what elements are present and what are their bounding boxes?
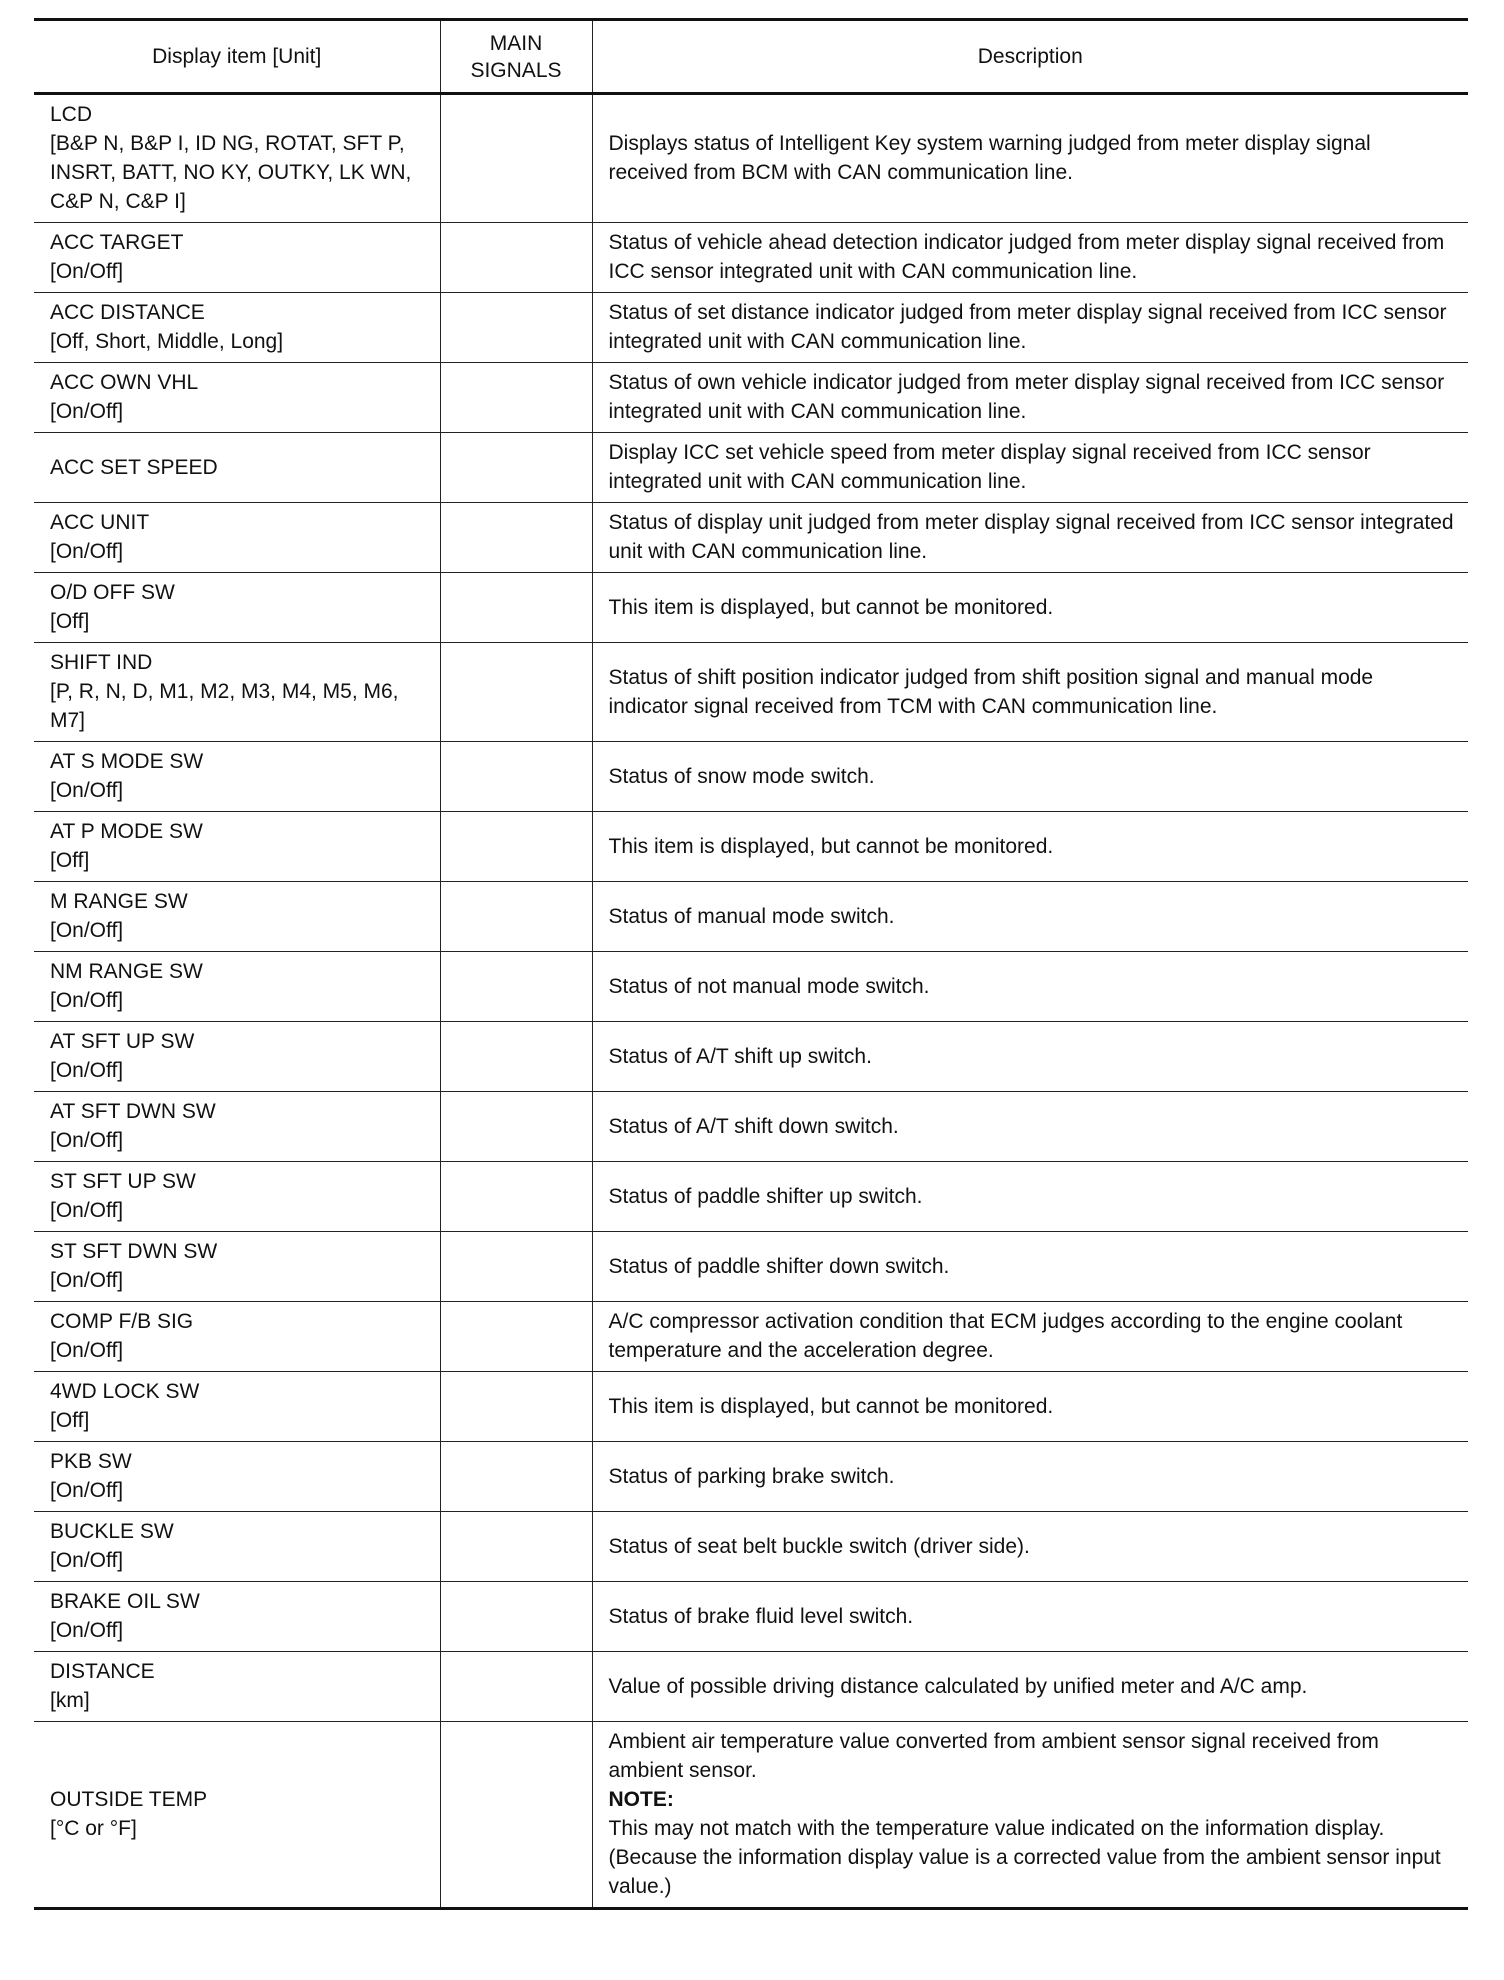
main-signals-cell <box>440 643 592 742</box>
display-item-name: ACC OWN VHL <box>50 371 199 394</box>
display-item-unit: [B&P N, B&P I, ID NG, ROTAT, SFT P, INSRT, BATT, NO KY, OUTKY, LK WN, C&P N, C&P I] <box>50 132 412 213</box>
main-signals-cell <box>440 433 592 503</box>
main-signals-cell <box>440 1372 592 1442</box>
table-row <box>34 1232 1468 1302</box>
display-item-name: OUTSIDE TEMP <box>50 1788 208 1811</box>
description-cell <box>592 503 1468 573</box>
description-cell <box>592 952 1468 1022</box>
display-item-unit: [Off] <box>50 610 90 633</box>
description-text: Status of snow mode switch. <box>608 764 875 788</box>
main-signals-cell <box>440 573 592 643</box>
description-cell <box>592 1162 1468 1232</box>
table-row <box>34 1582 1468 1652</box>
display-item-name: LCD <box>50 103 93 126</box>
main-signals-cell <box>440 293 592 363</box>
description-cell <box>592 1092 1468 1162</box>
description-cell <box>592 293 1468 363</box>
main-signals-cell <box>440 223 592 293</box>
description-cell <box>592 1442 1468 1512</box>
main-signals-cell <box>440 363 592 433</box>
display-item-cell <box>34 223 440 293</box>
display-item-unit: [Off] <box>50 1409 90 1432</box>
display-item-name: ST SFT DWN SW <box>50 1240 218 1263</box>
display-item-unit: [P, R, N, D, M1, M2, M3, M4, M5, M6, M7] <box>50 680 399 732</box>
header-main-signals-line1: MAIN <box>489 31 543 55</box>
display-item-cell <box>34 433 440 503</box>
display-item-unit: [On/Off] <box>50 1269 124 1292</box>
display-item-name: PKB SW <box>50 1450 132 1473</box>
table-row <box>34 1652 1468 1722</box>
description-text: Status of seat belt buckle switch (driver side). <box>608 1534 1030 1558</box>
display-item-cell <box>34 1092 440 1162</box>
table-row <box>34 812 1468 882</box>
display-item-unit: [On/Off] <box>50 260 124 283</box>
description-text: Status of A/T shift down switch. <box>608 1114 899 1138</box>
display-item-unit: [On/Off] <box>50 1479 124 1502</box>
main-signals-cell <box>440 742 592 812</box>
display-item-cell <box>34 503 440 573</box>
display-item-cell <box>34 643 440 742</box>
table-row <box>34 882 1468 952</box>
main-signals-cell <box>440 1022 592 1092</box>
display-item-cell <box>34 812 440 882</box>
description-cell <box>592 1302 1468 1372</box>
table-row <box>34 1512 1468 1582</box>
display-item-cell <box>34 1302 440 1372</box>
display-item-unit: [On/Off] <box>50 400 124 423</box>
main-signals-cell <box>440 1302 592 1372</box>
display-item-name: M RANGE SW <box>50 890 188 913</box>
display-item-name: ST SFT UP SW <box>50 1170 196 1193</box>
description-text: This item is displayed, but cannot be monitored. <box>608 1394 1054 1418</box>
display-item-unit: [°C or °F] <box>50 1817 137 1840</box>
main-signals-cell <box>440 882 592 952</box>
display-item-unit: [Off] <box>50 849 90 872</box>
display-item-cell <box>34 1652 440 1722</box>
main-signals-cell <box>440 1232 592 1302</box>
main-signals-cell <box>440 1162 592 1232</box>
display-item-cell <box>34 952 440 1022</box>
display-item-unit: [On/Off] <box>50 1199 124 1222</box>
description-cell <box>592 882 1468 952</box>
display-item-name: SHIFT IND <box>50 651 153 674</box>
table-row <box>34 433 1468 503</box>
display-item-unit: [On/Off] <box>50 1129 124 1152</box>
header-description: Description <box>592 20 1468 94</box>
table-row <box>34 1162 1468 1232</box>
display-item-unit: [On/Off] <box>50 919 124 942</box>
description-text: Status of own vehicle indicator judged from meter display signal received from ICC sensor integrated unit with CAN communication line. <box>608 371 1445 423</box>
description-cell <box>592 573 1468 643</box>
table-header-row <box>34 20 1468 94</box>
display-item-name: AT SFT UP SW <box>50 1030 195 1053</box>
display-item-name: 4WD LOCK SW <box>50 1380 200 1403</box>
description-text: Status of not manual mode switch. <box>608 974 930 998</box>
description-text: This item is displayed, but cannot be monitored. <box>608 834 1054 858</box>
display-item-unit: [On/Off] <box>50 1549 124 1572</box>
display-item-name: DISTANCE <box>50 1660 155 1683</box>
display-item-name: ACC UNIT <box>50 511 150 534</box>
note-text: This may not match with the temperature value indicated on the information display. (Because the information display value is a corrected value from the ambient sensor input value.) <box>608 1817 1441 1898</box>
main-signals-cell <box>440 1512 592 1582</box>
display-item-cell <box>34 742 440 812</box>
table-row <box>34 1442 1468 1512</box>
header-main-signals-line2: SIGNALS <box>470 58 562 82</box>
description-cell <box>592 1372 1468 1442</box>
description-text: Status of shift position indicator judged from shift position signal and manual mode indicator signal received from TCM with CAN communication line. <box>608 665 1374 718</box>
description-cell <box>592 1022 1468 1092</box>
display-item-name: O/D OFF SW <box>50 581 175 604</box>
table-row <box>34 573 1468 643</box>
monitor-items-table <box>34 18 1468 1910</box>
display-item-unit: [On/Off] <box>50 1059 124 1082</box>
display-item-name: ACC DISTANCE <box>50 301 205 324</box>
display-item-unit: [On/Off] <box>50 540 124 563</box>
table-row <box>34 503 1468 573</box>
description-cell <box>592 1652 1468 1722</box>
display-item-cell <box>34 1022 440 1092</box>
description-text: Status of manual mode switch. <box>608 904 895 928</box>
description-text: Status of brake fluid level switch. <box>608 1604 914 1628</box>
display-item-unit: [On/Off] <box>50 779 124 802</box>
main-signals-cell <box>440 1582 592 1652</box>
display-item-cell <box>34 1162 440 1232</box>
table-row <box>34 1022 1468 1092</box>
description-text: Ambient air temperature value converted from ambient sensor signal received from ambient sensor. <box>608 1730 1379 1782</box>
display-item-unit: [On/Off] <box>50 1339 124 1362</box>
table-row <box>34 1092 1468 1162</box>
display-item-cell <box>34 94 440 223</box>
display-item-unit: [Off, Short, Middle, Long] <box>50 330 284 353</box>
main-signals-cell <box>440 1092 592 1162</box>
table-row <box>34 1722 1468 1909</box>
display-item-name: AT SFT DWN SW <box>50 1100 216 1123</box>
main-signals-cell <box>440 812 592 882</box>
description-cell <box>592 223 1468 293</box>
display-item-name: BRAKE OIL SW <box>50 1590 200 1613</box>
table-body <box>34 94 1468 1909</box>
display-item-cell <box>34 882 440 952</box>
description-cell <box>592 643 1468 742</box>
description-text: This item is displayed, but cannot be monitored. <box>608 595 1054 619</box>
display-item-name: AT P MODE SW <box>50 820 203 843</box>
description-text: Display ICC set vehicle speed from meter display signal received from ICC sensor integrated unit with CAN communication line. <box>608 441 1371 493</box>
display-item-cell <box>34 363 440 433</box>
description-text: Displays status of Intelligent Key system warning judged from meter display signal received from BCM with CAN communication line. <box>608 132 1371 184</box>
table-row <box>34 223 1468 293</box>
main-signals-cell <box>440 503 592 573</box>
description-text: Status of paddle shifter up switch. <box>608 1184 923 1208</box>
table-row <box>34 293 1468 363</box>
description-text: Value of possible driving distance calculated by unified meter and A/C amp. <box>608 1674 1308 1698</box>
display-item-cell <box>34 1372 440 1442</box>
table-row <box>34 1372 1468 1442</box>
description-text: Status of set distance indicator judged from meter display signal received from ICC sensor integrated unit with CAN communication line. <box>608 301 1447 353</box>
display-item-name: ACC TARGET <box>50 231 184 254</box>
display-item-cell <box>34 573 440 643</box>
description-text: Status of vehicle ahead detection indicator judged from meter display signal received from ICC sensor integrated unit with CAN communication line. <box>608 231 1445 283</box>
display-item-cell <box>34 293 440 363</box>
display-item-unit: [km] <box>50 1689 90 1712</box>
header-display-item: Display item [Unit] <box>152 45 322 68</box>
main-signals-cell <box>440 1652 592 1722</box>
display-item-name: ACC SET SPEED <box>50 455 218 479</box>
display-item-cell <box>34 1582 440 1652</box>
main-signals-cell <box>440 1442 592 1512</box>
description-cell <box>592 433 1468 503</box>
display-item-name: BUCKLE SW <box>50 1520 174 1543</box>
note-label: NOTE: <box>608 1788 674 1811</box>
description-cell <box>592 1232 1468 1302</box>
header-main-signals <box>440 20 592 94</box>
main-signals-cell <box>440 952 592 1022</box>
description-cell <box>592 742 1468 812</box>
description-text: Status of parking brake switch. <box>608 1464 895 1488</box>
description-cell <box>592 1512 1468 1582</box>
table-row <box>34 643 1468 742</box>
description-cell <box>592 812 1468 882</box>
description-text: Status of paddle shifter down switch. <box>608 1254 950 1278</box>
main-signals-cell <box>440 1722 592 1909</box>
display-item-name: NM RANGE SW <box>50 960 203 983</box>
table-row <box>34 363 1468 433</box>
display-item-unit: [On/Off] <box>50 989 124 1012</box>
main-signals-cell <box>440 94 592 223</box>
display-item-unit: [On/Off] <box>50 1619 124 1642</box>
display-item-cell <box>34 1512 440 1582</box>
display-item-name: AT S MODE SW <box>50 750 204 773</box>
document-page <box>34 18 1468 1910</box>
display-item-cell <box>34 1442 440 1512</box>
description-cell <box>592 363 1468 433</box>
display-item-cell <box>34 1232 440 1302</box>
table-row <box>34 952 1468 1022</box>
description-text: Status of A/T shift up switch. <box>608 1044 872 1068</box>
table-row <box>34 1302 1468 1372</box>
table-row <box>34 94 1468 223</box>
description-cell <box>592 94 1468 223</box>
description-text: A/C compressor activation condition that ECM judges according to the engine coolant temperature and the acceleration degree. <box>608 1310 1403 1362</box>
description-cell <box>592 1582 1468 1652</box>
display-item-name: COMP F/B SIG <box>50 1310 194 1333</box>
description-text: Status of display unit judged from meter display signal received from ICC sensor integrated unit with CAN communication line. <box>608 511 1454 563</box>
table-row <box>34 742 1468 812</box>
description-cell <box>592 1722 1468 1909</box>
display-item-cell <box>34 1722 440 1909</box>
